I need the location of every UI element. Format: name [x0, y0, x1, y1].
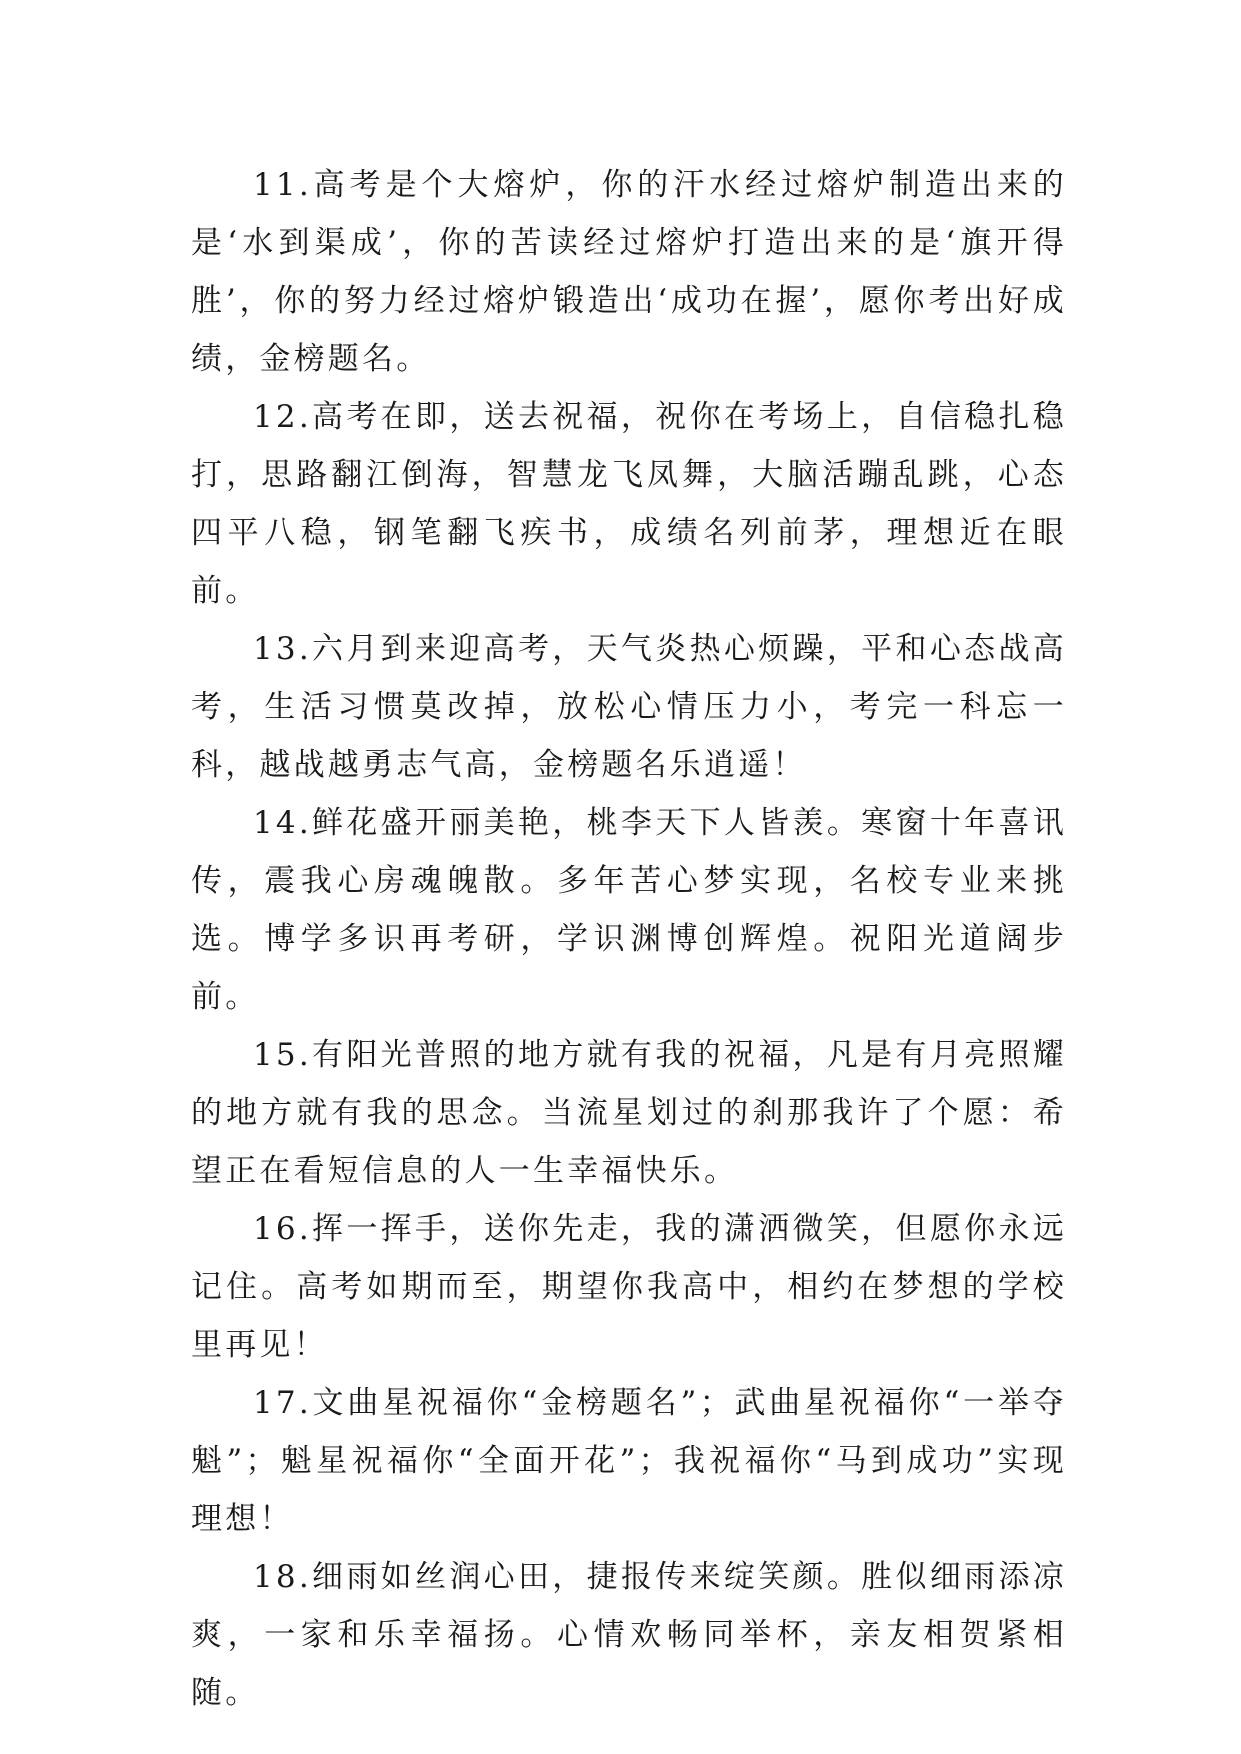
paragraph-14: [191, 794, 1067, 1026]
paragraph-13: [191, 620, 1067, 794]
paragraph-text: 高考是个大熔炉，你的汗水经过熔炉制造出来的是‘水到渠成’，你的苦读经过熔炉打造出来的是‘旗开得胜’，你的努力经过熔炉锻造出‘成功在握’，愿你考出好成绩，金榜题名。: [191, 167, 1067, 377]
paragraph-number: 18.: [253, 1559, 312, 1595]
paragraph-text: 高考在即，送去祝福，祝你在考场上，自信稳扎稳打，思路翻江倒海，智慧龙飞凤舞，大脑活蹦乱跳，心态四平八稳，钢笔翻飞疾书，成绩名列前茅，理想近在眼前。: [191, 399, 1067, 609]
paragraph-12: [191, 388, 1067, 620]
paragraph-text: 有阳光普照的地方就有我的祝福，凡是有月亮照耀的地方就有我的思念。当流星划过的刹那我许了个愿：希望正在看短信息的人一生幸福快乐。: [191, 1037, 1067, 1189]
paragraph-18: [191, 1548, 1067, 1722]
paragraph-text: 鲜花盛开丽美艳，桃李天下人皆羡。寒窗十年喜讯传，震我心房魂魄散。多年苦心梦实现，名校专业来挑选。博学多识再考研，学识渊博创辉煌。祝阳光道阔步前。: [191, 805, 1067, 1015]
paragraph-text: 六月到来迎高考，天气炎热心烦躁，平和心态战高考，生活习惯莫改掉，放松心情压力小，考完一科忘一科，越战越勇志气高，金榜题名乐逍遥！: [191, 631, 1067, 783]
paragraph-number: 15.: [253, 1037, 312, 1073]
paragraph-text: 细雨如丝润心田，捷报传来绽笑颜。胜似细雨添凉爽，一家和乐幸福扬。心情欢畅同举杯，亲友相贺紧相随。: [191, 1559, 1067, 1711]
paragraph-number: 11.: [253, 167, 312, 203]
paragraph-11: [191, 156, 1067, 388]
paragraph-number: 13.: [253, 631, 312, 667]
paragraph-number: 17.: [253, 1385, 312, 1421]
paragraph-text: 挥一挥手，送你先走，我的潇洒微笑，但愿你永远记住。高考如期而至，期望你我高中，相约在梦想的学校里再见！: [191, 1211, 1067, 1363]
paragraph-16: [191, 1200, 1067, 1374]
paragraph-number: 16.: [253, 1211, 312, 1247]
paragraph-15: [191, 1026, 1067, 1200]
document-page: [191, 156, 1067, 1722]
paragraph-number: 14.: [253, 805, 312, 841]
paragraph-text: 文曲星祝福你“金榜题名”；武曲星祝福你“一举夺魁”；魁星祝福你“全面开花”；我祝福你“马到成功”实现理想！: [191, 1385, 1067, 1537]
paragraph-number: 12.: [253, 399, 312, 435]
paragraph-17: [191, 1374, 1067, 1548]
